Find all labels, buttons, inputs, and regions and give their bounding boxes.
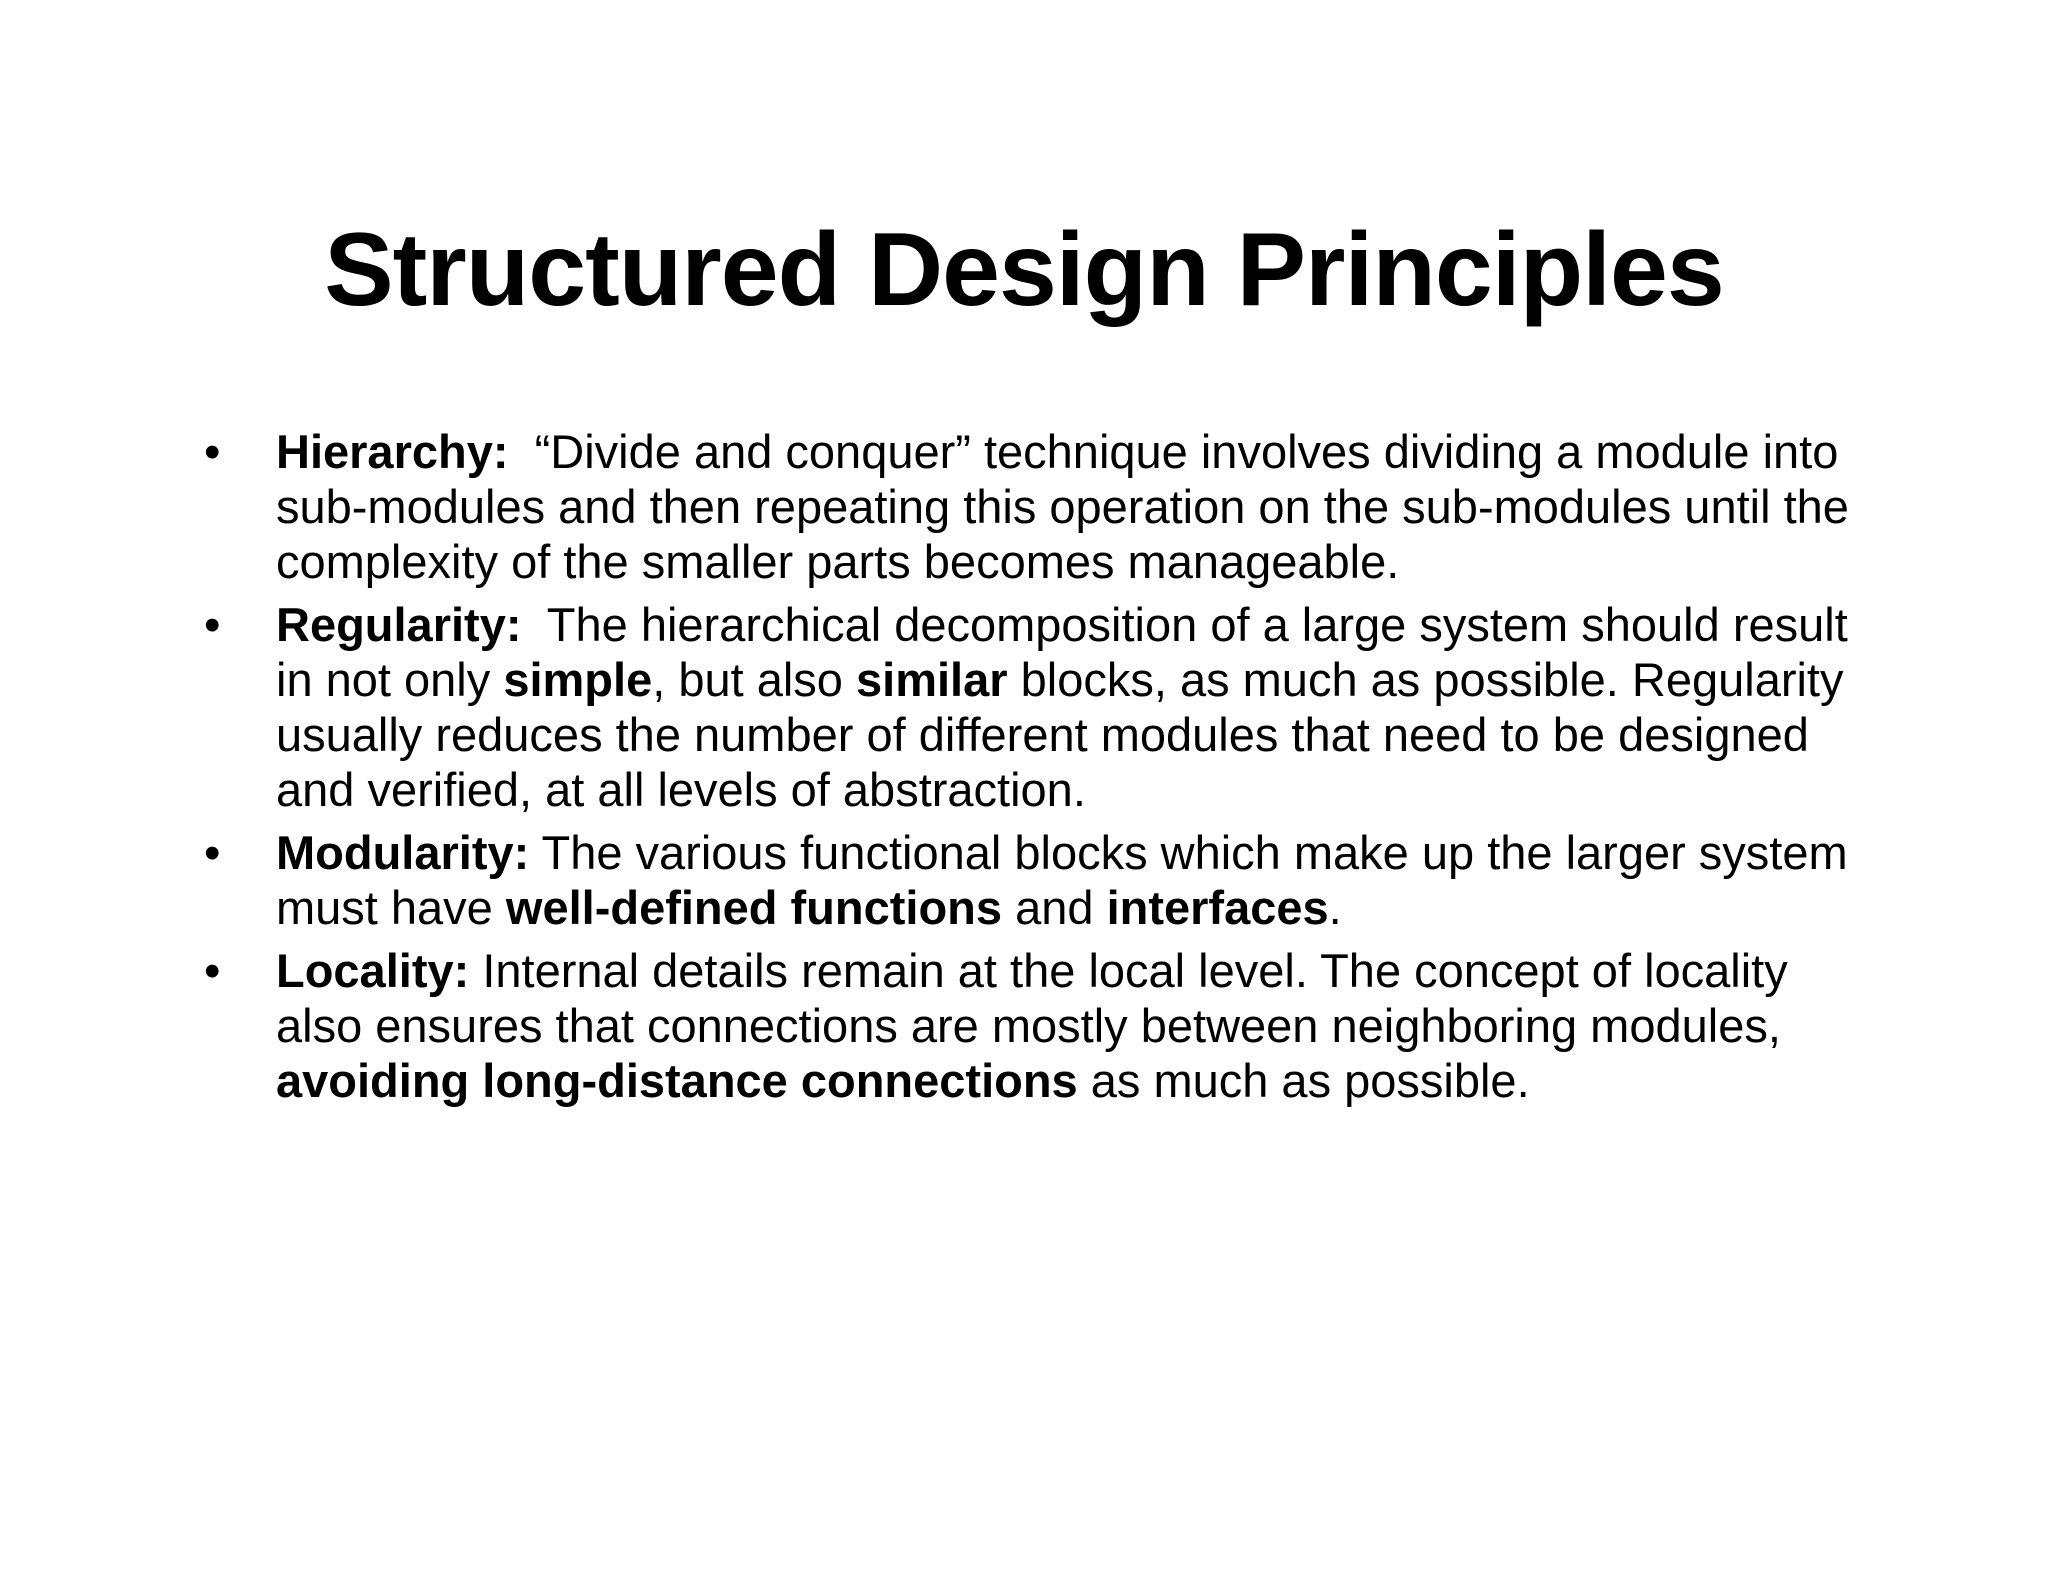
bullet-term: Locality: xyxy=(276,944,470,997)
bullet-locality xyxy=(200,943,1860,1108)
bullet-term: Regularity: xyxy=(276,598,522,651)
bullet-term: Modularity: xyxy=(276,826,530,879)
bullet-text: , but also xyxy=(652,653,857,706)
bullet-spacer xyxy=(469,944,482,997)
bullet-dot-icon: • xyxy=(204,425,221,478)
bullet-emphasis: well-defined functions xyxy=(505,881,1003,934)
bullet-text: The various functional blocks which make up the larger system must have xyxy=(276,826,1848,934)
bullet-text: and xyxy=(1002,881,1107,934)
bullet-text: Internal details remain at the local level. The concept of locality also ensures that connections are mostly between neighboring modules, xyxy=(276,944,1788,1052)
bullet-emphasis: simple xyxy=(503,653,653,706)
bullet-list xyxy=(200,424,1860,1116)
bullet-emphasis: avoiding long-distance connections xyxy=(276,1054,1078,1107)
bullet-emphasis: similar xyxy=(856,653,1008,706)
bullet-text: . xyxy=(1328,881,1342,934)
bullet-dot-icon: • xyxy=(204,598,221,651)
bullet-spacer xyxy=(529,826,541,879)
bullet-text: as much as possible. xyxy=(1077,1054,1530,1107)
bullet-text: “Divide and conquer” technique involves dividing a module into sub-modules and then repeating this operation on the sub-modules until the complexity of the smaller parts becomes manageable. xyxy=(276,425,1849,588)
bullet-text: The hierarchical decomposition of a large system should result in not only xyxy=(276,598,1848,706)
bullet-dot-icon: • xyxy=(204,944,221,997)
bullet-spacer xyxy=(522,598,547,651)
bullet-dot-icon: • xyxy=(204,826,221,879)
slide-title: Structured Design Principles xyxy=(324,212,1724,328)
bullet-modularity xyxy=(200,825,1860,935)
bullet-term: Hierarchy: xyxy=(276,425,509,478)
bullet-hierarchy xyxy=(200,424,1860,589)
bullet-text: blocks, as much as possible. Regularity usually reduces the number of different modules that need to be designed and verified, at all levels of abstraction. xyxy=(276,653,1844,816)
bullet-regularity xyxy=(200,597,1860,817)
bullet-spacer xyxy=(509,425,535,478)
bullet-emphasis: interfaces xyxy=(1106,881,1329,934)
